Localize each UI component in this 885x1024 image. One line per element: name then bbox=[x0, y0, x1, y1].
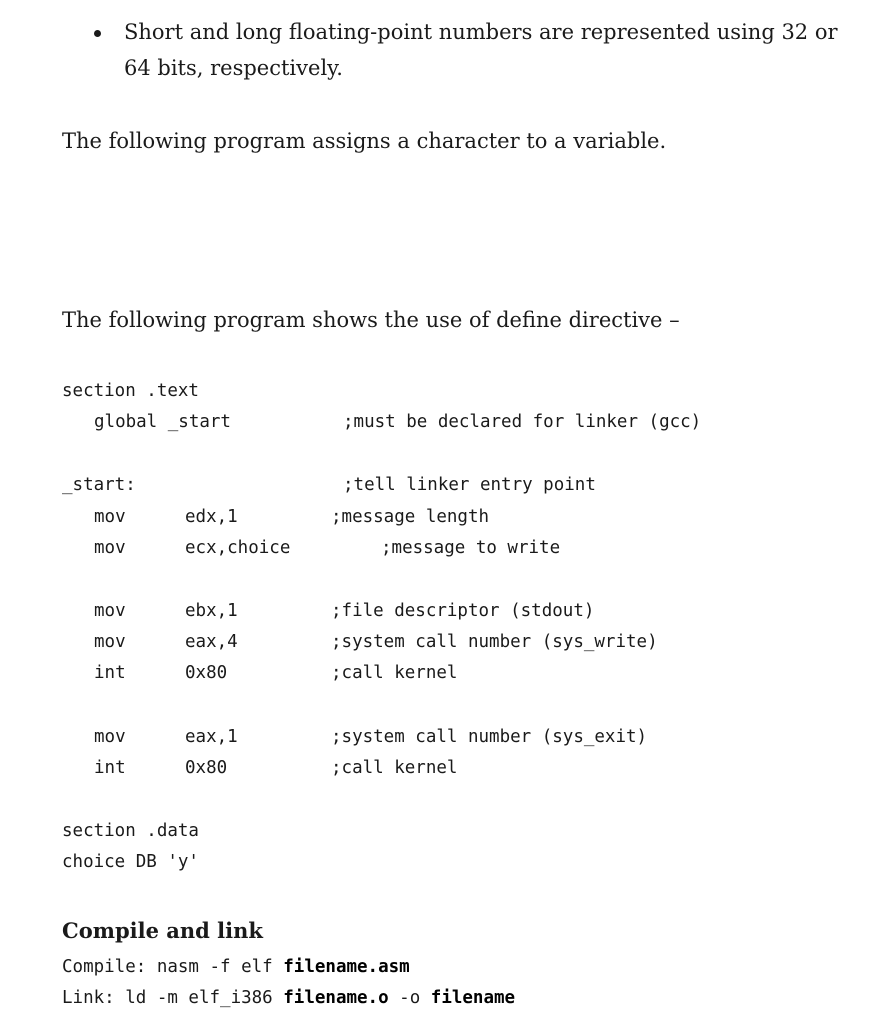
code-global: global _start bbox=[94, 412, 231, 432]
code-comment: ;file descriptor (stdout) bbox=[331, 601, 595, 621]
code-choice: choice DB 'y' bbox=[62, 852, 199, 872]
code-comment: ;must be declared for linker (gcc) bbox=[343, 412, 702, 432]
code-arg: ebx,1 bbox=[185, 601, 238, 621]
bullet-point bbox=[94, 30, 101, 37]
link-prefix: Link: ld -m elf_i386 bbox=[62, 988, 284, 1008]
code-op: mov bbox=[94, 538, 126, 558]
link-output-file: filename bbox=[430, 988, 516, 1008]
code-comment: ;tell linker entry point bbox=[343, 475, 596, 495]
link-command bbox=[62, 987, 515, 1009]
compile-command bbox=[62, 956, 410, 978]
code-arg: eax,4 bbox=[185, 632, 238, 652]
paragraph-define-directive: The following program shows the use of define directive – bbox=[62, 308, 680, 332]
code-section-data: section .data bbox=[62, 821, 199, 841]
code-arg: 0x80 bbox=[185, 758, 228, 778]
code-op: mov bbox=[94, 727, 126, 747]
code-op: int bbox=[94, 663, 126, 683]
compile-prefix: Compile: nasm -f elf bbox=[62, 957, 284, 977]
bullet-text: Short and long floating-point numbers are represented using 32 or 64 bits, respectively. bbox=[124, 20, 838, 80]
code-arg: edx,1 bbox=[185, 507, 238, 527]
code-op: mov bbox=[94, 601, 126, 621]
code-comment: ;call kernel bbox=[331, 663, 458, 683]
code-arg: eax,1 bbox=[185, 727, 238, 747]
code-arg: ecx,choice bbox=[185, 538, 291, 558]
code-op: mov bbox=[94, 632, 126, 652]
code-comment: ;system call number (sys_write) bbox=[331, 632, 658, 652]
code-comment: ;message length bbox=[331, 507, 490, 527]
compile-file: filename.asm bbox=[283, 957, 410, 977]
code-arg: 0x80 bbox=[185, 663, 228, 683]
code-op: int bbox=[94, 758, 126, 778]
code-op: mov bbox=[94, 507, 126, 527]
link-flag: -o bbox=[388, 988, 431, 1008]
code-comment: ;message to write bbox=[381, 538, 561, 558]
paragraph-assign-char: The following program assigns a character to a variable. bbox=[62, 129, 667, 153]
code-comment: ;system call number (sys_exit) bbox=[331, 727, 648, 747]
compile-heading: Compile and link bbox=[62, 918, 263, 943]
link-object-file: filename.o bbox=[283, 988, 389, 1008]
code-start-label: _start: bbox=[62, 475, 136, 495]
code-section-text: section .text bbox=[62, 381, 199, 401]
code-comment: ;call kernel bbox=[331, 758, 458, 778]
